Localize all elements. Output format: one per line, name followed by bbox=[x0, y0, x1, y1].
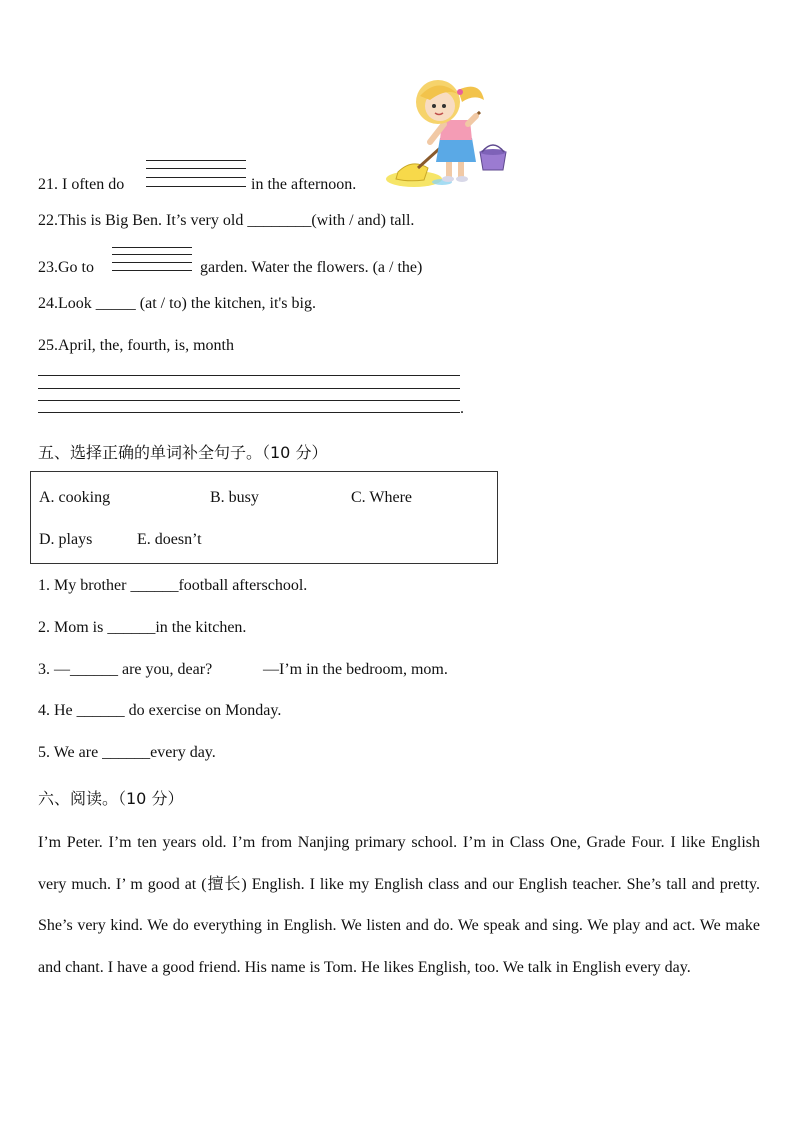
answer-line[interactable] bbox=[38, 412, 460, 413]
section-5-item-5 bbox=[38, 744, 216, 762]
section-5-title: 五、选择正确的单词补全句子。（10 分） bbox=[38, 443, 328, 462]
question-text: . I often do bbox=[54, 176, 125, 193]
answer-blank[interactable]: ______ bbox=[102, 744, 151, 761]
item-text-after: in the kitchen. bbox=[155, 619, 247, 636]
question-25 bbox=[38, 337, 234, 355]
option-b: B. busy bbox=[210, 489, 259, 506]
question-text: .April, the, fourth, is, month bbox=[54, 337, 234, 354]
item-text: 3. — bbox=[38, 661, 70, 678]
answer-line[interactable] bbox=[38, 400, 460, 401]
question-text-after: garden. Water the flowers. (a / the) bbox=[200, 259, 423, 276]
item-text-after: are you, dear? bbox=[122, 661, 213, 678]
answer-blank[interactable]: ______ bbox=[130, 577, 179, 594]
word-bank-box bbox=[30, 471, 498, 564]
answer-lines-23[interactable] bbox=[112, 247, 192, 271]
question-text-after: (with / and) tall. bbox=[311, 212, 415, 229]
question-text-after: in the afternoon. bbox=[251, 176, 357, 193]
question-text: .This is Big Ben. It’s very old bbox=[54, 212, 244, 229]
option-d: D. plays bbox=[39, 531, 93, 548]
option-e: E. doesn’t bbox=[137, 531, 202, 548]
question-number: 24 bbox=[38, 295, 54, 312]
end-period: . bbox=[460, 400, 464, 417]
item-text-after: every day. bbox=[150, 744, 216, 761]
answer-line[interactable] bbox=[38, 388, 460, 389]
question-22 bbox=[38, 212, 414, 230]
question-text: .Look bbox=[54, 295, 92, 312]
item-text-after: football afterschool. bbox=[178, 577, 308, 594]
option-c: C. Where bbox=[351, 489, 413, 506]
question-number: 25 bbox=[38, 337, 54, 354]
question-24 bbox=[38, 295, 316, 313]
item-text-after: do exercise on Monday. bbox=[128, 702, 282, 719]
item-text: 4. He bbox=[38, 702, 73, 719]
answer-blank[interactable]: ______ bbox=[107, 619, 156, 636]
section-5-item-2 bbox=[38, 619, 246, 637]
question-number: 21 bbox=[38, 176, 54, 193]
question-21 bbox=[38, 176, 124, 194]
item-text: 5. We are bbox=[38, 744, 99, 761]
reading-passage: I’m Peter. I’m ten years old. I’m from Nanjing primary school. I’m in Class One, Grade Four. I like English very much. I’ m good at (擅长) English. I like my English class and our English teacher. She’s tall and pretty. She’s very kind. We do everything in English. We listen and do. We speak and sing. We play and act. We make and chant. I have a good friend. His name is Tom. He likes English, too. We talk in English every day. bbox=[38, 834, 760, 976]
question-number: 22 bbox=[38, 212, 54, 229]
answer-blank[interactable]: _____ bbox=[95, 295, 136, 312]
question-23 bbox=[38, 259, 94, 277]
item-text: 2. Mom is bbox=[38, 619, 104, 636]
section-6-title: 六、阅读。（10 分） bbox=[38, 789, 184, 808]
section-5-item-1 bbox=[38, 577, 307, 595]
answer-line[interactable] bbox=[38, 375, 460, 376]
question-number: 23 bbox=[38, 259, 54, 276]
answer-blank[interactable]: ______ bbox=[70, 661, 118, 678]
section-5-item-4 bbox=[38, 702, 281, 720]
girl-mopping-illustration bbox=[384, 76, 510, 192]
question-text: .Go to bbox=[54, 259, 94, 276]
section-5-item-3-reply: —I’m in the bedroom, mom. bbox=[263, 661, 448, 678]
item-text: 1. My brother bbox=[38, 577, 127, 594]
section-5-item-3 bbox=[38, 661, 212, 679]
option-a: A. cooking bbox=[39, 489, 111, 506]
answer-blank[interactable]: ________ bbox=[247, 212, 312, 229]
answer-lines-21[interactable] bbox=[146, 160, 246, 187]
answer-blank[interactable]: ______ bbox=[76, 702, 125, 719]
question-text-after: (at / to) the kitchen, it's big. bbox=[139, 295, 316, 312]
